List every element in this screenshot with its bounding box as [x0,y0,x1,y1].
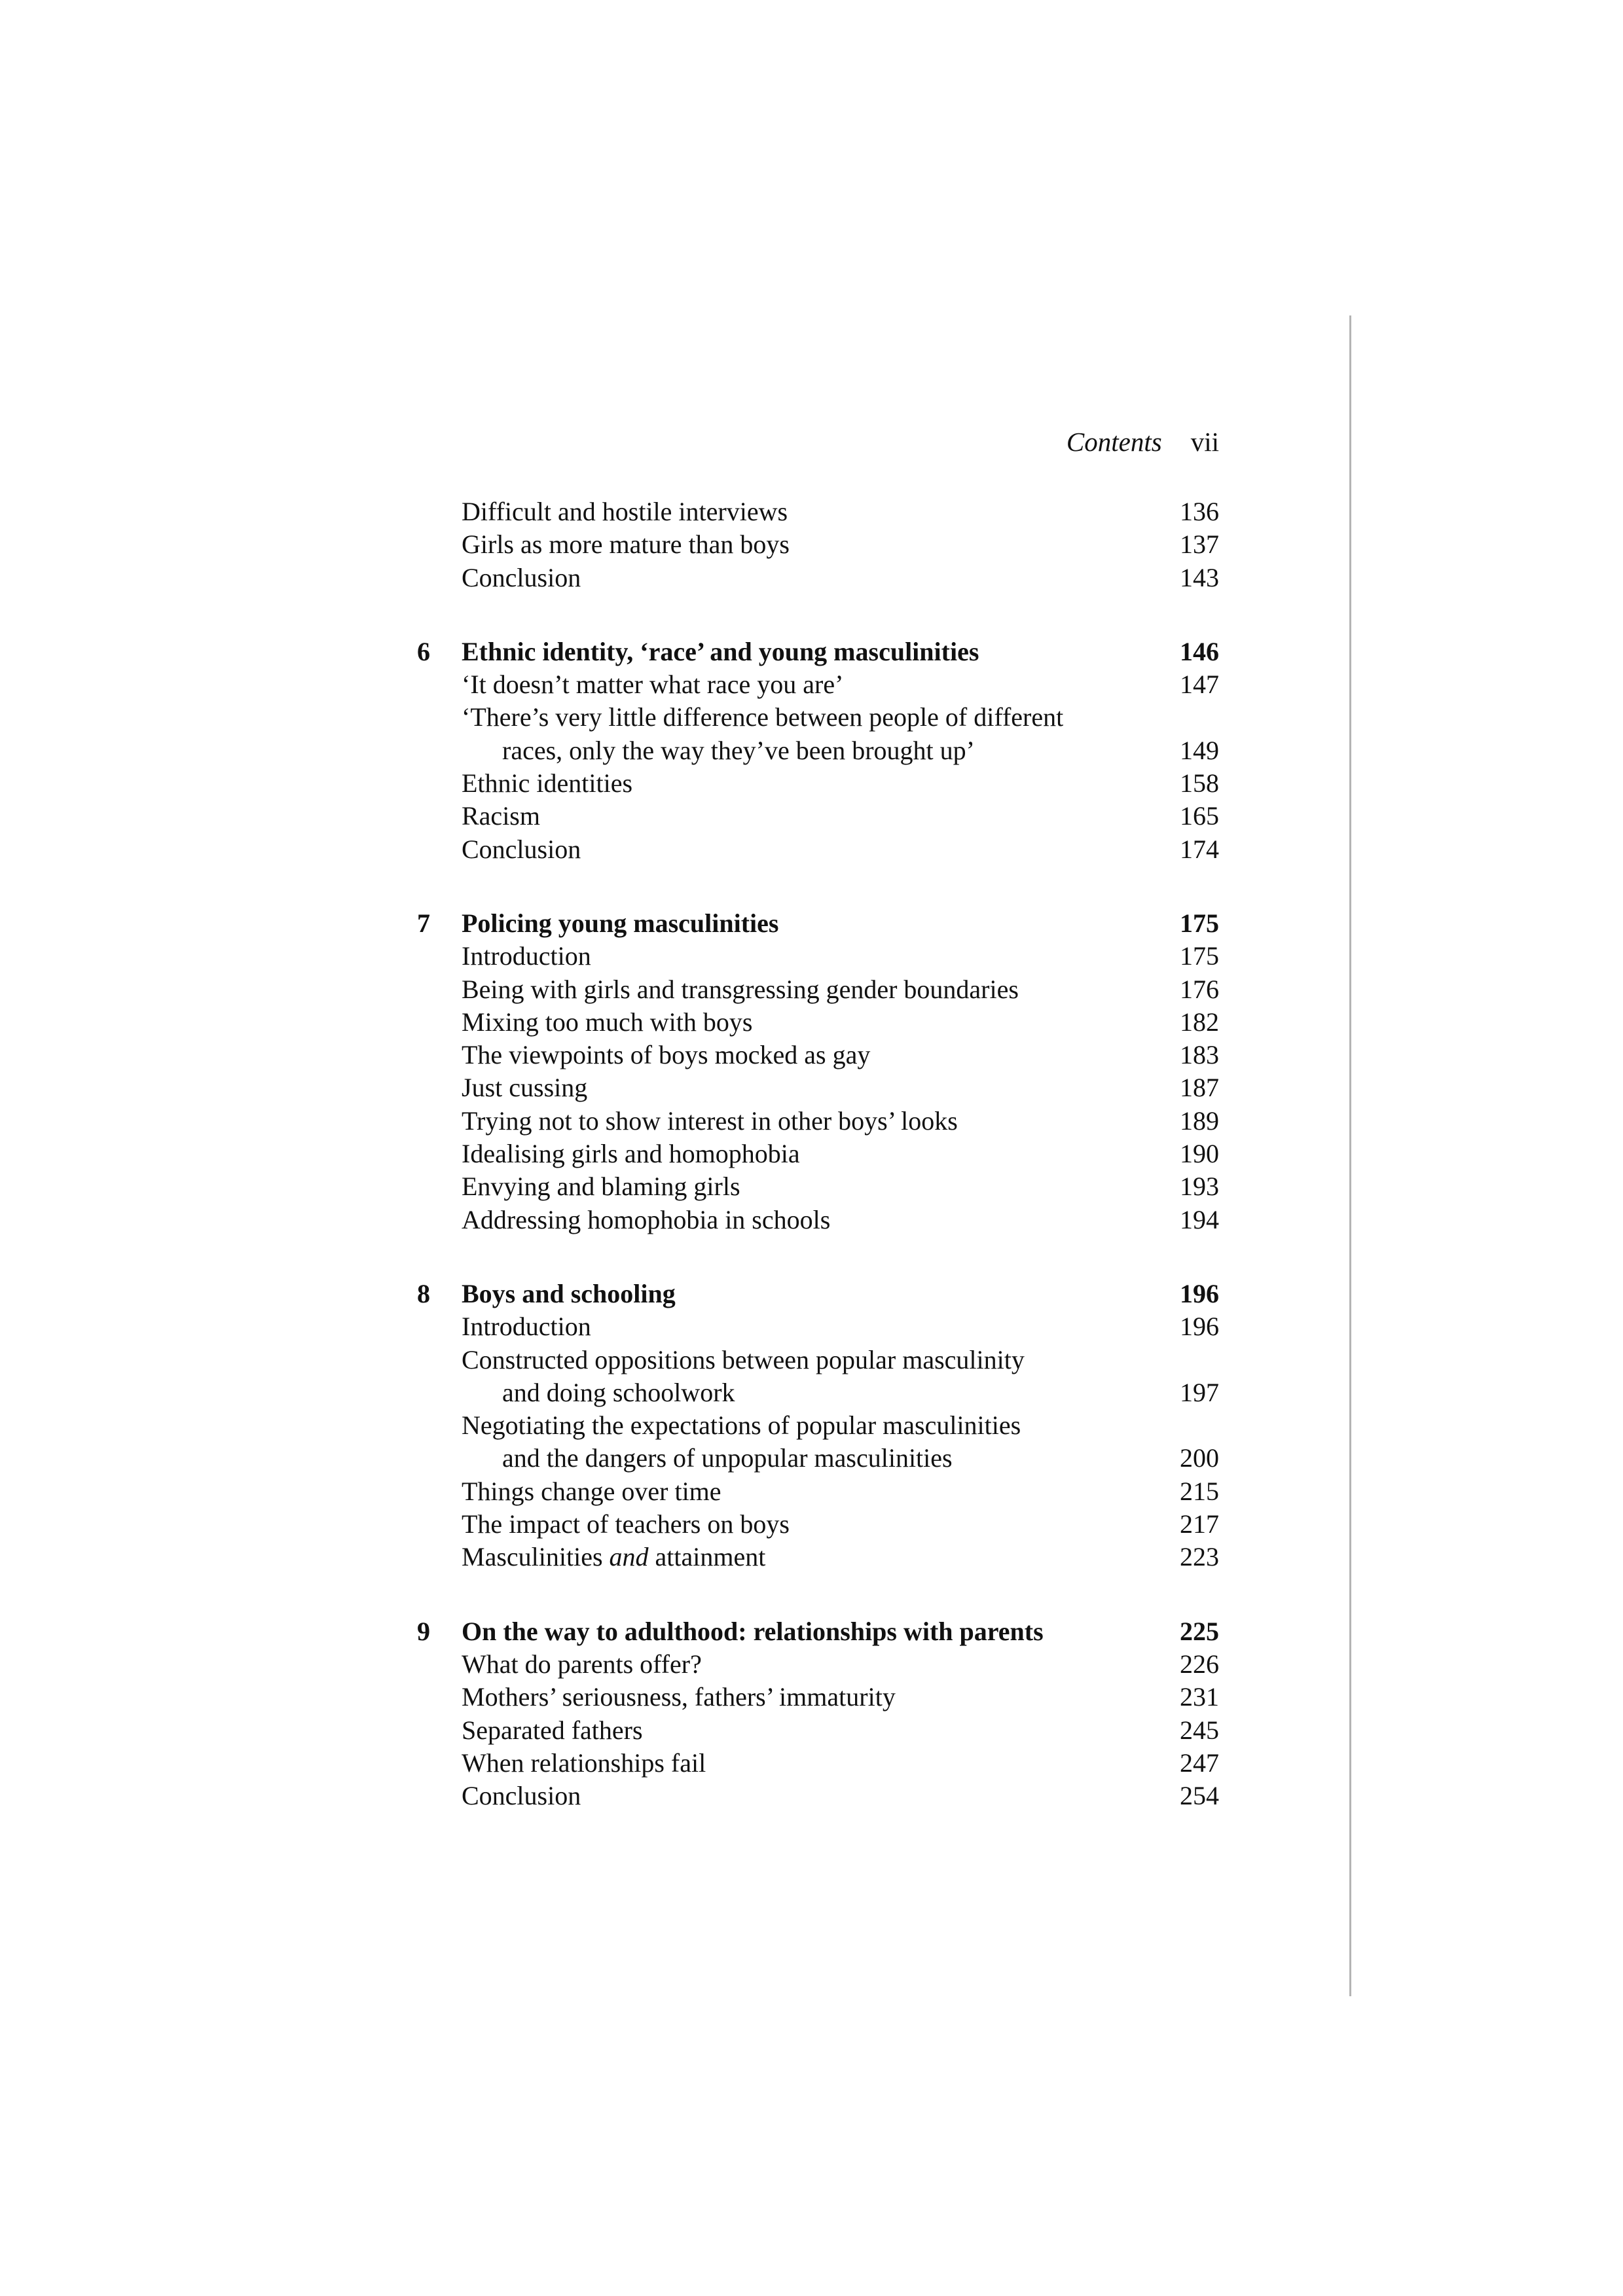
toc-chapter-entry [410,1615,1219,1648]
toc-entry [410,1170,1219,1203]
entry-title: Envying and blaming girls [462,1172,740,1202]
entry-title: The viewpoints of boys mocked as gay [462,1040,871,1070]
entry-title: Ethnic identities [462,768,633,798]
toc-entry [410,734,1219,767]
entry-page-number: 137 [1180,529,1219,560]
toc-entry [410,1006,1219,1039]
entry-title: When relationships fail [462,1748,706,1778]
chapter-title: Boys and schooling [462,1278,676,1308]
toc-entry [410,562,1219,594]
toc-entry [410,1039,1219,1071]
toc-entry [410,1541,1219,1573]
entry-page-number: 175 [1180,941,1219,971]
entry-title: Addressing homophobia in schools [462,1204,831,1234]
entry-title: Girls as more mature than boys [462,529,790,560]
entry-page-number: 254 [1180,1781,1219,1811]
chapter-title: Ethnic identity, ‘race’ and young masculinities [462,636,979,666]
entry-title: and doing schoolwork [502,1377,735,1407]
chapter-number: 9 [417,1616,430,1646]
entry-title: Racism [462,801,540,831]
toc-entry [410,833,1219,866]
toc-entry [410,1204,1219,1236]
entry-page-number: 143 [1180,562,1219,592]
toc-chapter-entry [410,907,1219,940]
entry-title: Being with girls and transgressing gender boundaries [462,974,1019,1004]
entry-page-number: 190 [1180,1139,1219,1169]
toc-entry [410,973,1219,1006]
entry-title: Mixing too much with boys [462,1007,753,1037]
entry-title: Masculinities and attainment [462,1542,766,1572]
entry-page-number: 189 [1180,1105,1219,1136]
entry-title: The impact of teachers on boys [462,1509,790,1539]
entry-page-number: 183 [1180,1040,1219,1070]
toc-chapter-entry [410,636,1219,668]
entry-title: Separated fathers [462,1715,643,1745]
entry-title: races, only the way they’ve been brought up’ [502,735,975,765]
toc-entry [410,1409,1219,1442]
toc-entry [410,1071,1219,1104]
chapter-title: On the way to adulthood: relationships with parents [462,1616,1044,1646]
entry-page-number: 231 [1180,1682,1219,1712]
entry-page-number: 158 [1180,768,1219,798]
toc-entry [410,528,1219,561]
entry-title: Negotiating the expectations of popular masculinities [462,1410,1021,1441]
toc-entry [410,668,1219,701]
running-head-label: Contents [1066,427,1162,457]
entry-page-number: 197 [1180,1377,1219,1407]
running-head [1067,425,1219,458]
toc-entry [410,767,1219,800]
entry-page-number: 196 [1180,1312,1219,1342]
chapter-number: 7 [417,908,430,938]
entry-title: Things change over time [462,1476,721,1506]
chapter-title: Policing young masculinities [462,908,779,938]
chapter-number: 6 [417,636,430,666]
toc-entry [410,1780,1219,1812]
entry-title: and the dangers of unpopular masculinities [502,1443,953,1473]
toc-entry [410,1747,1219,1780]
toc-entry [410,701,1219,734]
entry-title: ‘It doesn’t matter what race you are’ [462,670,844,700]
toc-entry [410,1714,1219,1747]
entry-title: Conclusion [462,1781,581,1811]
entry-page-number: 245 [1180,1715,1219,1745]
toc-entry [410,1648,1219,1681]
entry-title: Mothers’ seriousness, fathers’ immaturity [462,1682,896,1712]
running-head-page-number: vii [1190,427,1219,457]
entry-page-number: 176 [1180,974,1219,1004]
entry-title: What do parents offer? [462,1649,702,1679]
entry-page-number: 226 [1180,1649,1219,1679]
entry-page-number: 225 [1180,1616,1219,1646]
entry-title: Constructed oppositions between popular masculinity [462,1344,1025,1374]
entry-page-number: 175 [1180,908,1219,938]
toc-entry [410,1475,1219,1508]
toc-entry [410,495,1219,528]
entry-title: Introduction [462,1312,591,1342]
toc-entry [410,940,1219,973]
toc-entry [410,1310,1219,1343]
entry-page-number: 215 [1180,1476,1219,1506]
entry-page-number: 182 [1180,1007,1219,1037]
toc-entry [410,1442,1219,1475]
entry-page-number: 223 [1180,1542,1219,1572]
entry-title: Conclusion [462,834,581,864]
entry-page-number: 149 [1180,735,1219,765]
entry-title: Just cussing [462,1073,588,1103]
entry-page-number: 247 [1180,1748,1219,1778]
entry-page-number: 187 [1180,1073,1219,1103]
entry-page-number: 217 [1180,1509,1219,1539]
toc-chapter-entry [410,1278,1219,1310]
entry-page-number: 193 [1180,1172,1219,1202]
entry-title: Conclusion [462,562,581,592]
entry-title: Idealising girls and homophobia [462,1139,800,1169]
chapter-number: 8 [417,1278,430,1308]
toc-entry [410,800,1219,833]
entry-page-number: 200 [1180,1443,1219,1473]
entry-page-number: 196 [1180,1278,1219,1308]
toc-entry [410,1681,1219,1713]
entry-title: Introduction [462,941,591,971]
toc-entry [410,1105,1219,1138]
page-trim-rule [1349,315,1351,1996]
entry-page-number: 136 [1180,497,1219,526]
entry-page-number: 146 [1180,636,1219,666]
entry-page-number: 194 [1180,1204,1219,1234]
entry-page-number: 147 [1180,670,1219,700]
entry-title: ‘There’s very little difference between people of different [462,702,1064,732]
entry-page-number: 165 [1180,801,1219,831]
toc-entry [410,1344,1219,1376]
entry-title: Trying not to show interest in other boys’ looks [462,1105,958,1136]
toc-entry [410,1376,1219,1409]
toc-entry [410,1508,1219,1541]
entry-page-number: 174 [1180,834,1219,864]
table-of-contents [410,495,1219,1812]
entry-title: Difficult and hostile interviews [462,497,788,526]
toc-entry [410,1138,1219,1170]
